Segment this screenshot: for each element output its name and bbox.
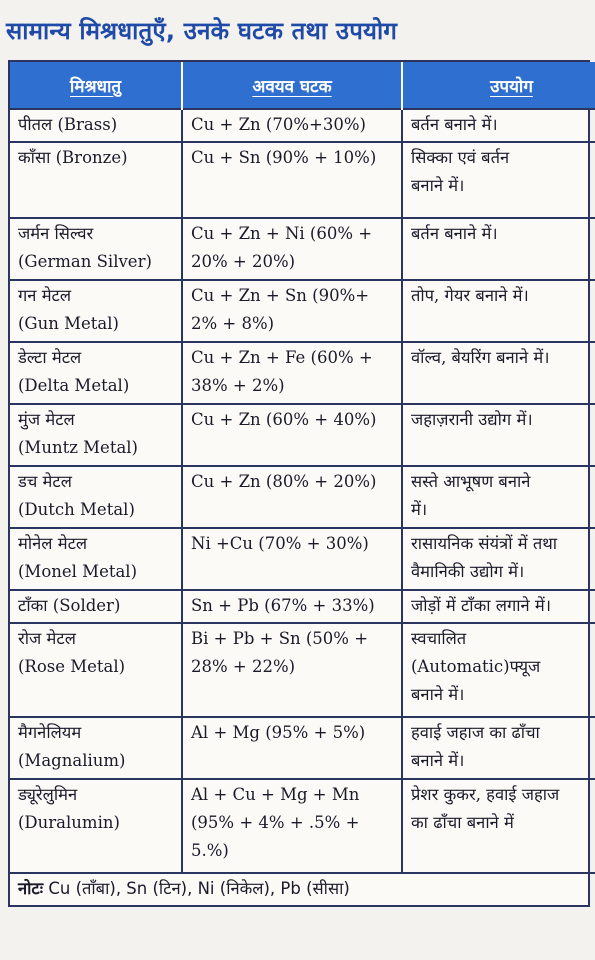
composition-cell: [182, 590, 402, 623]
composition-cell-line: 38% + 2%): [191, 376, 285, 395]
table-row: [10, 280, 595, 342]
alloy-name-cell-line: (Duralumin): [18, 813, 120, 832]
use-cell-line: जहाज़रानी उद्योग में।: [411, 410, 533, 429]
alloy-name-cell-line: (Muntz Metal): [18, 438, 138, 457]
header-alloy: मिश्रधातु: [10, 62, 182, 109]
use-cell: [402, 590, 595, 623]
page-title: सामान्य मिश्रधातुएँ, उनके घटक तथा उपयोग: [6, 17, 398, 45]
alloy-name-cell-line: (Monel Metal): [18, 562, 138, 581]
use-cell: [402, 218, 595, 280]
use-cell-line: बनाने में।: [411, 751, 465, 770]
composition-cell: [182, 528, 402, 590]
table-row: [10, 404, 595, 466]
composition-cell: [182, 404, 402, 466]
alloy-table-container: [8, 60, 590, 907]
alloy-name-cell: [10, 590, 182, 623]
note-label: नोटः: [18, 879, 44, 898]
use-cell-line: स्वचालित: [411, 629, 467, 648]
alloy-name-cell-line: पीतल (Brass): [18, 115, 118, 134]
use-cell: [402, 623, 595, 717]
alloy-name-cell: [10, 280, 182, 342]
use-cell: [402, 779, 595, 873]
header-uses: उपयोग: [402, 62, 595, 109]
alloy-name-cell: [10, 466, 182, 528]
use-cell-line: हवाई जहाज का ढाँचा: [411, 723, 540, 742]
composition-cell-line: Ni +Cu (70% + 30%): [191, 534, 369, 553]
alloy-name-cell-line: रोज मेटल: [18, 629, 76, 648]
alloy-name-cell-line: डच मेटल: [18, 472, 72, 491]
use-cell-line: का ढाँचा बनाने में: [411, 813, 514, 832]
composition-cell-line: Cu + Zn (60% + 40%): [191, 410, 377, 429]
use-cell-line: बर्तन बनाने में।: [411, 115, 498, 134]
alloy-name-cell: [10, 404, 182, 466]
alloy-name-cell: [10, 142, 182, 218]
alloy-name-cell: [10, 717, 182, 779]
use-cell-line: सिक्का एवं बर्तन: [411, 148, 510, 167]
composition-cell: [182, 717, 402, 779]
composition-cell-line: 28% + 22%): [191, 657, 296, 676]
composition-cell: [182, 218, 402, 280]
use-cell-line: बनाने में।: [411, 685, 465, 704]
header-components: अवयव घटक: [182, 62, 402, 109]
use-cell-line: रासायनिक संयंत्रों में तथा: [411, 534, 558, 553]
alloy-name-cell: [10, 218, 182, 280]
note-cell: [10, 873, 595, 905]
alloy-name-cell-line: (Gun Metal): [18, 314, 119, 333]
table-row: [10, 342, 595, 404]
use-cell: [402, 342, 595, 404]
alloy-name-cell-line: डेल्टा मेटल: [18, 348, 82, 367]
composition-cell: [182, 142, 402, 218]
composition-cell-line: Cu + Zn + Fe (60% +: [191, 348, 373, 367]
use-cell-line: वॉल्व, बेयरिंग बनाने में।: [411, 348, 550, 367]
table-row: [10, 779, 595, 873]
table-row: [10, 528, 595, 590]
alloy-name-cell-line: (Magnalium): [18, 751, 126, 770]
alloy-name-cell-line: जर्मन सिल्वर: [18, 224, 94, 243]
table-body: [10, 109, 595, 873]
composition-cell: [182, 623, 402, 717]
use-cell: [402, 280, 595, 342]
note-text: Cu (ताँबा), Sn (टिन), Ni (निकेल), Pb (सीसा): [48, 879, 350, 898]
composition-cell: [182, 342, 402, 404]
use-cell-line: प्रेशर कुकर, हवाई जहाज: [411, 785, 560, 804]
table-row: [10, 218, 595, 280]
alloy-name-cell-line: (Delta Metal): [18, 376, 130, 395]
alloy-name-cell: [10, 342, 182, 404]
alloy-name-cell-line: मोनेल मेटल: [18, 534, 88, 553]
table-row: [10, 590, 595, 623]
composition-cell-line: Al + Cu + Mg + Mn: [191, 785, 360, 804]
composition-cell-line: Al + Mg (95% + 5%): [191, 723, 366, 742]
composition-cell-line: Cu + Zn (70%+30%): [191, 115, 366, 134]
composition-cell-line: Cu + Sn (90% + 10%): [191, 148, 377, 167]
alloy-name-cell-line: मैगनेलियम: [18, 723, 82, 742]
composition-cell-line: Bi + Pb + Sn (50% +: [191, 629, 369, 648]
alloy-name-cell: [10, 623, 182, 717]
use-cell: [402, 404, 595, 466]
use-cell: [402, 528, 595, 590]
table-row: [10, 623, 595, 717]
composition-cell-line: Cu + Zn + Sn (90%+: [191, 286, 370, 305]
alloy-name-cell-line: गन मेटल: [18, 286, 72, 305]
alloy-name-cell: [10, 779, 182, 873]
composition-cell-line: Cu + Zn (80% + 20%): [191, 472, 377, 491]
use-cell: [402, 466, 595, 528]
alloy-name-cell-line: (Dutch Metal): [18, 500, 135, 519]
use-cell: [402, 109, 595, 142]
table-row: [10, 466, 595, 528]
composition-cell-line: 2% + 8%): [191, 314, 275, 333]
composition-cell-line: 5.%): [191, 841, 229, 860]
composition-cell: [182, 466, 402, 528]
composition-cell-line: Sn + Pb (67% + 33%): [191, 596, 375, 615]
table-row: [10, 717, 595, 779]
alloy-name-cell-line: मुंज मेटल: [18, 410, 75, 429]
table-header-row: [10, 62, 595, 109]
composition-cell: [182, 280, 402, 342]
use-cell-line: बर्तन बनाने में।: [411, 224, 498, 243]
table-row: [10, 142, 595, 218]
alloy-name-cell-line: (Rose Metal): [18, 657, 126, 676]
alloy-name-cell-line: टाँका (Solder): [18, 596, 121, 615]
composition-cell: [182, 779, 402, 873]
composition-cell-line: 20% + 20%): [191, 252, 296, 271]
use-cell-line: जोड़ों में टाँका लगाने में।: [411, 596, 552, 615]
alloy-name-cell: [10, 109, 182, 142]
use-cell: [402, 717, 595, 779]
alloy-table: [10, 62, 595, 905]
use-cell-line: तोप, गेयर बनाने में।: [411, 286, 529, 305]
composition-cell-line: (95% + 4% + .5% +: [191, 813, 360, 832]
table-row: [10, 109, 595, 142]
use-cell-line: वैमानिकी उद्योग में।: [411, 562, 525, 581]
composition-cell-line: Cu + Zn + Ni (60% +: [191, 224, 373, 243]
use-cell-line: सस्ते आभूषण बनाने: [411, 472, 531, 491]
alloy-name-cell: [10, 528, 182, 590]
use-cell-line: (Automatic)फ्यूज: [411, 657, 541, 676]
use-cell-line: बनाने में।: [411, 176, 465, 195]
alloy-name-cell-line: काँसा (Bronze): [18, 148, 128, 167]
use-cell: [402, 142, 595, 218]
alloy-name-cell-line: (German Silver): [18, 252, 152, 271]
use-cell-line: में।: [411, 500, 428, 519]
composition-cell: [182, 109, 402, 142]
alloy-name-cell-line: ड्यूरेलुमिन: [18, 785, 78, 804]
note-row: [10, 873, 595, 905]
